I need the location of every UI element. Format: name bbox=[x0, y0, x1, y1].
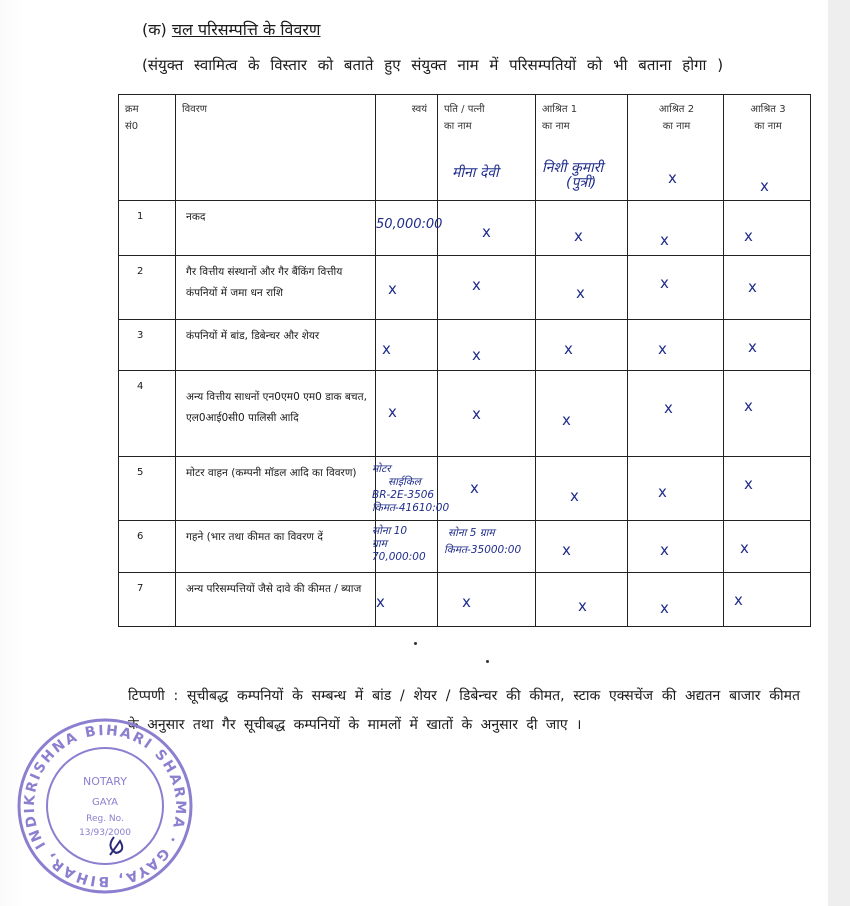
svg-text:13/93/2000: 13/93/2000 bbox=[79, 828, 131, 838]
header-dep2: आश्रित 2 का नाम x bbox=[628, 95, 724, 201]
table-row: 1 नकद 50,000:00 x x x x bbox=[119, 201, 811, 256]
footnote: टिप्पणी : सूचीबद्ध कम्पनियों के सम्बन्ध में बांड / शेयर / डिबेन्चर की कीमत, स्टाक एक्सचेंज की अद्यतन बाजार कीमत के अनुसार तथा गैर सूचीबद्ध कम्पनियों के मामलों में खातों के अनुसार दी जाए । bbox=[128, 688, 800, 733]
header-self: स्वयं bbox=[376, 95, 438, 201]
speck bbox=[414, 642, 417, 645]
svg-text:GAYA: GAYA bbox=[92, 797, 118, 808]
section-title bbox=[142, 18, 320, 40]
notary-seal-graphic bbox=[14, 715, 196, 897]
header-spouse: पति / पत्नी का नाम मीना देवी bbox=[438, 95, 536, 201]
dep1-name: निशी कुमारी (पुत्री) bbox=[542, 160, 604, 191]
table-row: 2 गैर वित्तीय संस्थानों और गैर बैंकिंग वित्तीय कंपनियों में जमा धन राशि x x x x x bbox=[119, 256, 811, 320]
svg-text:NOTARY: NOTARY bbox=[83, 775, 127, 788]
spouse-name: मीना देवी bbox=[452, 165, 499, 181]
table-row: 4 अन्य वित्तीय साधनों एन0एम0 एम0 डाक बचत, एल0आई0सी0 पालिसी आदि x x x x x bbox=[119, 371, 811, 457]
section-prefix: (क) bbox=[142, 20, 167, 39]
notary-seal bbox=[14, 715, 196, 897]
svg-text:Reg. No.: Reg. No. bbox=[86, 814, 124, 824]
table-row: 7 अन्य परिसम्पत्तियों जैसे दावे की कीमत / ब्याज x x x x x bbox=[119, 573, 811, 627]
assets-table bbox=[118, 94, 811, 627]
header-sno: क्रम सं0 bbox=[119, 95, 176, 201]
svg-text:KRISHNA BIHARI SHARMA · GAYA,: KRISHNA BIHARI SHARMA · GAYA, BIHAR, INDI bbox=[21, 722, 189, 890]
jewellery-self: सोना 10 ग्राम 70,000:00 bbox=[372, 525, 426, 563]
table-row: 5 मोटर वाहन (कम्पनी मॉडल आदि का विवरण) मोटर साईकिल BR-2E-3506 किमत-41610:00 x x x x bbox=[119, 457, 811, 521]
section-label: चल परिसम्पत्ति के विवरण bbox=[171, 20, 321, 39]
table-header-row bbox=[119, 95, 811, 201]
table-row: 3 कंपनियों में बांड, डिबेन्चर और शेयर x x x x x bbox=[119, 320, 811, 371]
header-desc: विवरण bbox=[176, 95, 376, 201]
section-subtitle: (संयुक्त स्वामित्व के विस्तार को बताते हुए संयुक्त नाम में परिसम्पतियों को भी बताना होगा ) bbox=[142, 56, 724, 74]
header-dep3: आश्रित 3 का नाम x bbox=[724, 95, 811, 201]
dep2-name-mark: x bbox=[668, 169, 677, 187]
header-dep1: आश्रित 1 का नाम निशी कुमारी (पुत्री) bbox=[536, 95, 628, 201]
table-row: 6 गहने (भार तथा कीमत का विवरण दें सोना 10 ग्राम 70,000:00 सोना 5 ग्राम किमत-35000:00 x x x bbox=[119, 521, 811, 573]
page-edge bbox=[828, 0, 850, 906]
speck bbox=[486, 660, 489, 663]
jewellery-spouse: सोना 5 ग्राम किमत-35000:00 bbox=[444, 527, 522, 556]
vehicle-details: मोटर साईकिल BR-2E-3506 किमत-41610:00 bbox=[372, 463, 450, 514]
dep3-name-mark: x bbox=[760, 177, 769, 195]
